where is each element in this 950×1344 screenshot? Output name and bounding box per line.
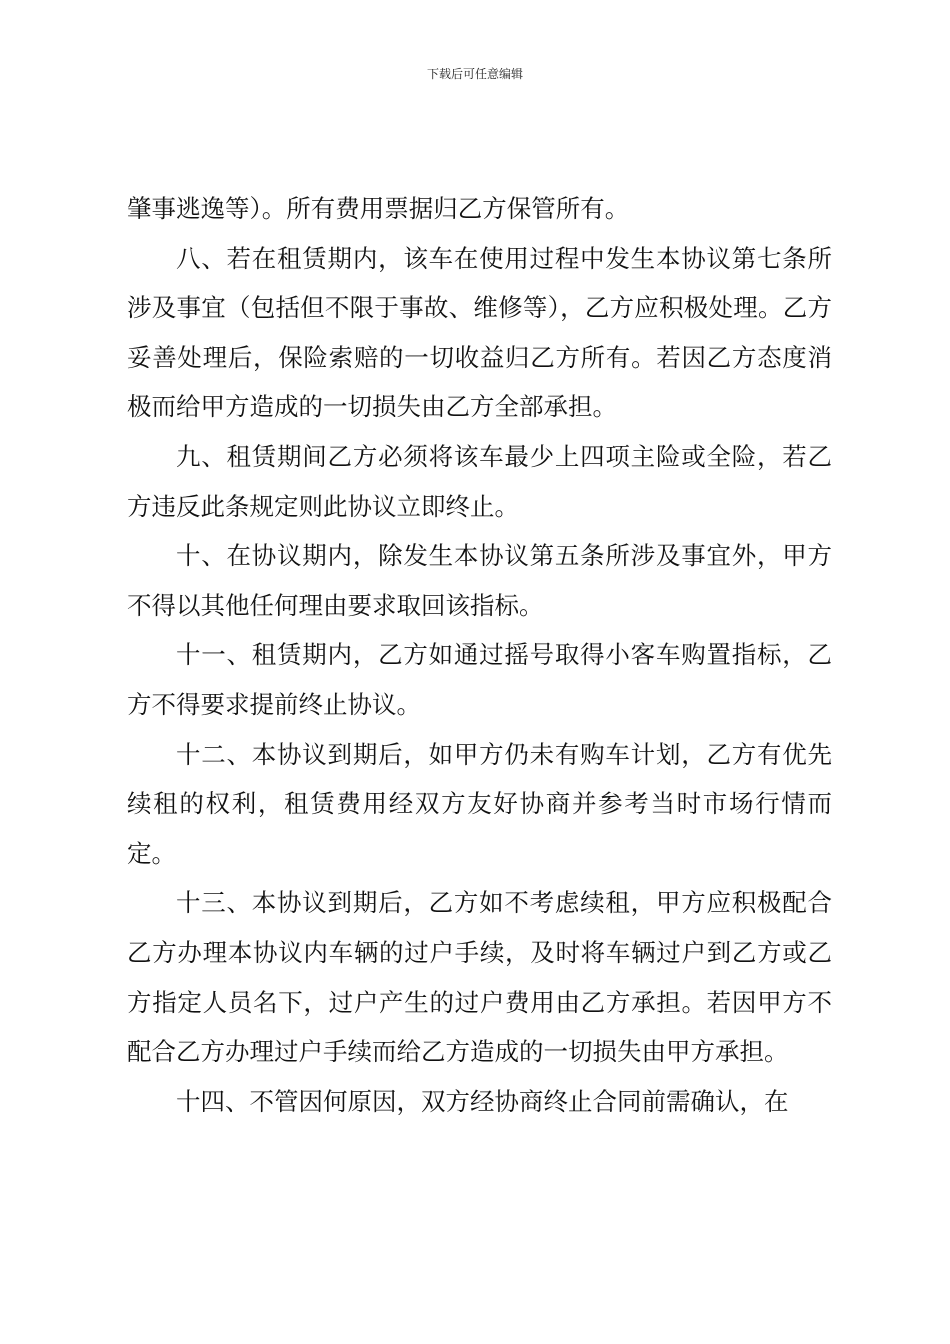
- paragraph-clause-14: 十四、不管因何原因，双方经协商终止合同前需确认，在: [176, 1086, 789, 1116]
- document-body: [127, 184, 832, 1126]
- paragraph-clause-8: 八、若在租赁期内，该车在使用过程中发生本协议第七条所涉及事宜（包括但不限于事故、维修等），乙方应积极处理。乙方妥善处理后，保险索赔的一切收益归乙方所有。若因乙方态度消极而给甲方造成的一切损失由乙方全部承担。: [127, 243, 832, 422]
- page-header: 下载后可任意编辑: [426, 67, 523, 81]
- paragraph-continuation: 肇事逃逸等）。所有费用票据归乙方保管所有。: [127, 194, 630, 223]
- paragraph-clause-9: 九、租赁期间乙方必须将该车最少上四项主险或全险，若乙方违反此条规定则此协议立即终止。: [127, 441, 832, 521]
- paragraph-clause-11: 十一、租赁期内，乙方如通过摇号取得小客车购置指标，乙方不得要求提前终止协议。: [127, 640, 832, 719]
- paragraph-clause-10: 十、在协议期内，除发生本协议第五条所涉及事宜外，甲方不得以其他任何理由要求取回该指标。: [127, 541, 832, 620]
- paragraph-clause-12: 十二、本协议到期后，如甲方仍未有购车计划，乙方有优先续租的权利，租赁费用经双方友好协商并参考当时市场行情而定。: [127, 739, 832, 868]
- paragraph-clause-13: 十三、本协议到期后，乙方如不考虑续租，甲方应积极配合乙方办理本协议内车辆的过户手续，及时将车辆过户到乙方或乙方指定人员名下，过户产生的过户费用由乙方承担。若因甲方不配合乙方办理过户手续而给乙方造成的一切损失由甲方承担。: [127, 888, 832, 1067]
